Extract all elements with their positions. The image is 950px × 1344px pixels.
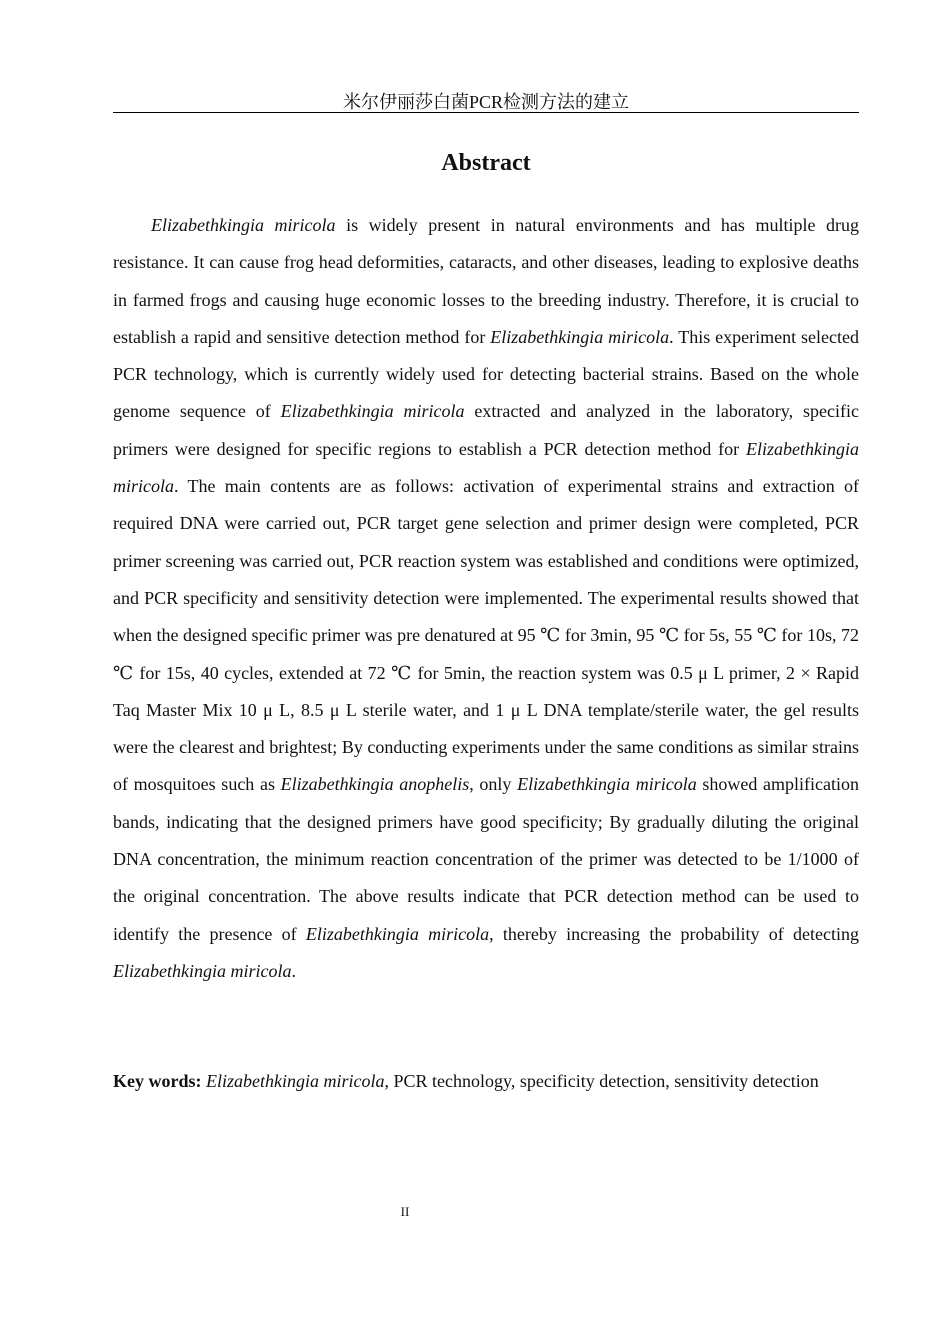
species-name: Elizabethkingia miricola	[151, 215, 336, 235]
abstract-title: Abstract	[441, 150, 531, 176]
text-run: is widely present in natural environments and has multiple drug resistance. It can cause frog head deformities, cataracts, and other diseases, leading to explosive deaths in farmed frogs and causing huge economic losses to the breeding industry. Therefore, it is crucial to establish a rapid and sensitive detection method for	[113, 215, 860, 347]
running-header: 米尔伊丽莎白菌PCR检测方法的建立	[113, 92, 859, 113]
species-name: Elizabethkingia miricola	[490, 326, 670, 347]
species-name: Elizabethkingia anophelis	[280, 774, 470, 795]
species-name: Elizabethkingia miricola	[280, 401, 465, 422]
species-name: Elizabethkingia miricola	[206, 1071, 385, 1091]
text-run: .	[291, 960, 296, 981]
text-run: . This experiment selected PCR technology, which is currently widely used for detecting bacterial strains. Based on the whole genome sequence of	[113, 326, 859, 422]
text-run: extracted and analyzed in the laboratory, specific primers were designed for specific regions to establish a PCR detection method for	[113, 401, 859, 459]
page-number: II	[400, 1204, 410, 1219]
species-name: Elizabethkingia miricola	[113, 960, 292, 981]
text-run: . The main contents are as follows: activation of experimental strains and extraction of required DNA were carried out, PCR target gene selection and primer design were completed, PCR primer screening was carried out, PCR reaction system was established and conditions were optimized, and PCR specificity and sensitivity detection were implemented. The experimental results showed that when the designed specific primer was pre denatured at 95 ℃ for 3min, 95 ℃ for 5s, 55 ℃ for 10s, 72 ℃ for 15s, 40 cycles, extended at 72 ℃ for 5min, the reaction system was 0.5 μ L primer, 2 × Rapid Taq Master Mix 10 μ L, 8.5 μ L sterile water, and 1 μ L DNA template/sterile water, the gel results were the clearest and brightest; By conducting experiments under the same conditions as similar strains of mosquitoes such as	[113, 476, 859, 795]
text-run: showed amplification bands, indicating that the designed primers have good specificity; By gradually diluting the original DNA concentration, the minimum reaction concentration of the primer was detected to be 1/1000 of the original concentration. The above results indicate that PCR detection method can be used to identify the presence of	[113, 774, 859, 944]
species-name: Elizabethkingia miricola	[517, 774, 697, 795]
text-run: , only	[469, 774, 518, 795]
species-name: Elizabethkingia miricola	[305, 923, 490, 944]
keywords-text	[202, 1071, 819, 1091]
text-run: , thereby increasing the probability of detecting	[489, 923, 859, 944]
keywords-paragraph	[113, 1063, 859, 1100]
keywords-label: Key words:	[113, 1071, 202, 1091]
species-name: Elizabethkingia miricola	[113, 438, 859, 497]
abstract-body	[113, 207, 859, 990]
text-run: , PCR technology, specificity detection, sensitivity detection	[384, 1071, 819, 1091]
